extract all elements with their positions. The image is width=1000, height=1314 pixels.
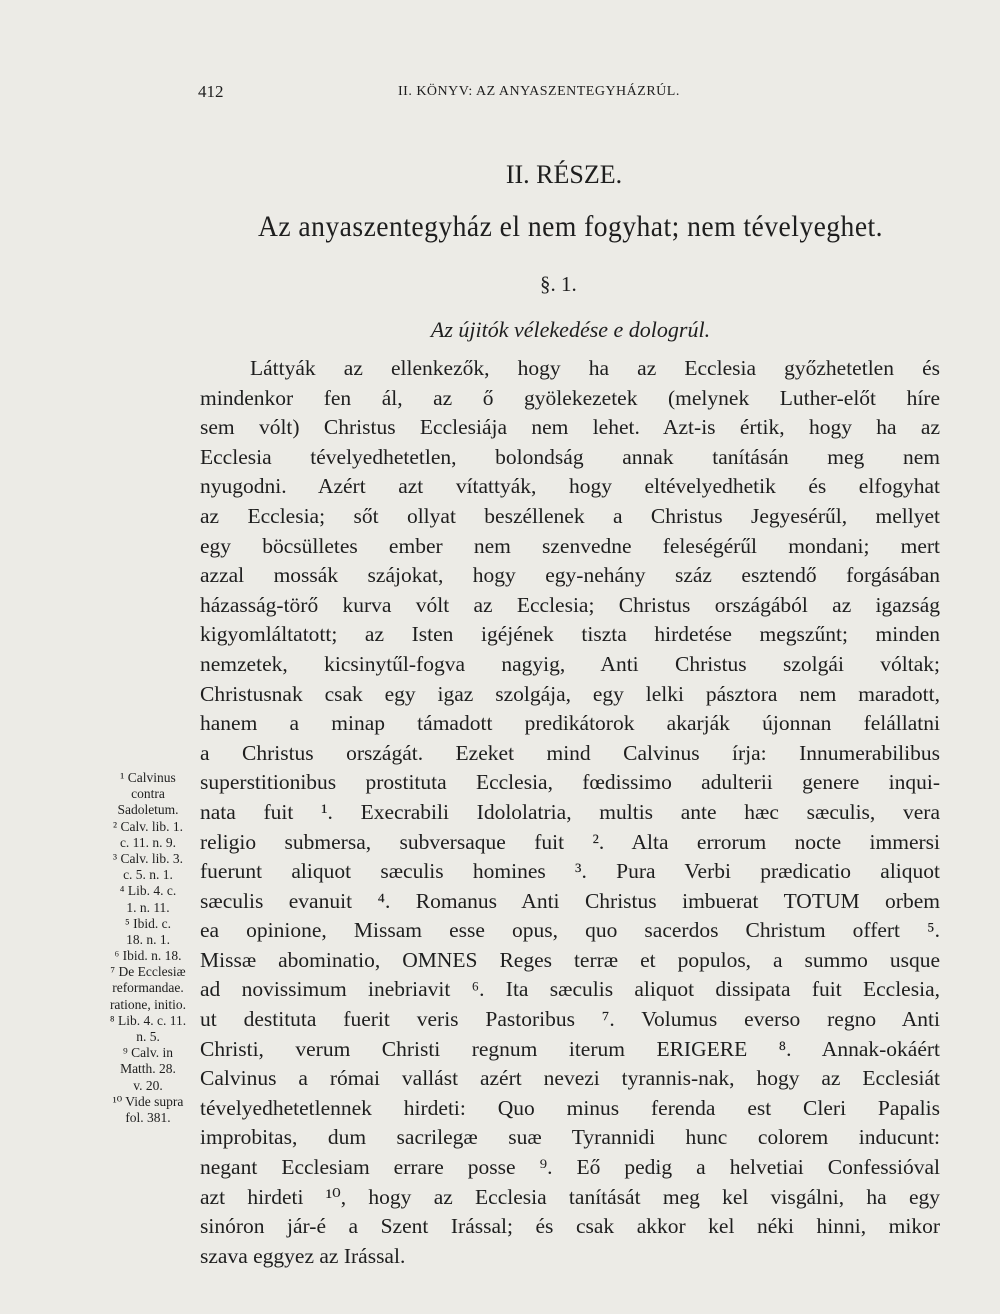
- part-title-text: II. RÉSZE.: [505, 160, 623, 189]
- body-line: Láttyák az ellenkezők, hogy ha az Ecclesia győzhetetlen és: [250, 356, 940, 380]
- body-line: egy böcsülletes ember nem szenvedne feleségérűl mondani; mert: [200, 533, 940, 558]
- body-line: Christi, verum Christi regnum iterum ERIGERE ⁸. Annak-okáért: [200, 1036, 940, 1061]
- margin-note-line: ³ Calv. lib. 3.: [113, 850, 183, 866]
- margin-note-line: ⁹ Calv. in: [123, 1045, 173, 1061]
- margin-note-line: ¹⁰ Vide supra: [112, 1093, 184, 1109]
- margin-notes: [96, 770, 200, 1126]
- body-line: tévelyedhetetlennek hirdeti: Quo minus ferenda est Cleri Papalis: [200, 1095, 940, 1120]
- margin-note-line: c. 5. n. 1.: [123, 867, 173, 883]
- body-line: azzal mossák szájokat, hogy egy-nehány száz esztendő forgásában: [200, 563, 940, 588]
- margin-note-line: c. 11. n. 9.: [119, 834, 177, 850]
- body-line: sæculis evanuit ⁴. Romanus Anti Christus imbuerat TOTUM orbem: [200, 888, 940, 913]
- body-line: kigyomláltatott; az Isten igéjének tiszta hirdetése megszűnt; minden: [200, 622, 940, 647]
- running-head: II. KÖNYV: AZ ANYASZENTEGYHÁZRÚL.: [398, 84, 680, 99]
- body-line: szava eggyez az Irással.: [200, 1243, 406, 1268]
- margin-note-line: ⁵ Ibid. c.: [125, 915, 171, 931]
- body-line: házasság-törő kurva vólt az Ecclesia; Christus országából az igazság: [200, 592, 940, 617]
- body-line: mindenkor fen ál, az ő gyölekezetek (melynek Luther-előt híre: [200, 385, 940, 410]
- margin-note-line: Sadoletum.: [117, 802, 179, 818]
- body-line: sinóron jár-é a Szent Irással; és csak akkor kel néki hinni, mikor: [200, 1214, 940, 1239]
- margin-note-line: ⁷ De Ecclesiæ: [110, 964, 186, 980]
- body-line: Ecclesia tévelyedhetetlen, bolondság annak tanításán meg nem: [200, 444, 940, 469]
- margin-note-line: Matth. 28.: [120, 1061, 176, 1077]
- margin-note-line: 18. n. 1.: [126, 931, 170, 947]
- page-header: [198, 82, 938, 106]
- body-line: ut destituta fuerit veris Pastoribus ⁷. Volumus everso regno Anti: [200, 1007, 940, 1032]
- body-line: fuerunt aliquot sæculis homines ³. Pura Verbi prædicatio aliquot: [200, 859, 940, 884]
- page-number: 412: [198, 82, 224, 101]
- body-line: Missæ abominatio, OMNES Reges terræ et populos, a summo usque: [200, 947, 940, 972]
- margin-note-line: ² Calv. lib. 1.: [113, 818, 183, 834]
- section-number: §. 1.: [540, 272, 577, 296]
- part-title: [0, 160, 1000, 190]
- margin-note-line: fol. 381.: [125, 1109, 171, 1125]
- body-line: negant Ecclesiam errare posse ⁹. Eő pedig a helvetiai Confessióval: [200, 1155, 940, 1180]
- margin-note-line: ⁸ Lib. 4. c. 11.: [109, 1012, 187, 1028]
- margin-note-line: ⁶ Ibid. n. 18.: [114, 948, 182, 964]
- body-line: religio submersa, subversaque fuit ². Alta errorum nocte immersi: [200, 829, 940, 854]
- body-line: ea opinione, Missam esse opus, quo sacerdos Christum offert ⁵.: [200, 918, 940, 943]
- margin-note-line: ⁴ Lib. 4. c.: [119, 883, 177, 899]
- margin-note-line: 1. n. 11.: [126, 899, 170, 915]
- chapter-title: Az anyaszentegyház el nem fogyhat; nem tévelyeghet.: [257, 210, 884, 243]
- body-line: sem vólt) Christus Ecclesiája nem lehet. Azt-is értik, hogy ha az: [200, 415, 940, 440]
- body-line: Calvinus a római vallást azért nevezi tyrannis-nak, hogy az Ecclesiát: [200, 1066, 940, 1091]
- body-line: azt hirdeti ¹⁰, hogy az Ecclesia tanítását meg kel visgálni, ha egy: [200, 1184, 940, 1209]
- body-text: [200, 354, 940, 1271]
- body-line: Christusnak csak egy igaz szolgája, egy lelki pásztora nem maradott,: [200, 681, 940, 706]
- margin-note-line: reformandae.: [112, 980, 184, 996]
- body-line: nemzetek, kicsinytűl-fogva nagyig, Anti Christus szolgái vóltak;: [200, 651, 940, 676]
- margin-note-line: ¹ Calvinus: [120, 770, 176, 785]
- body-line: improbitas, dum sacrilegæ suæ Tyrannidi hunc colorem inducunt:: [200, 1125, 940, 1150]
- margin-note-line: v. 20.: [133, 1077, 163, 1093]
- body-line: hanem a minap támadott predikátorok akarják újonnan felállatni: [200, 711, 940, 736]
- body-line: nata fuit ¹. Execrabili Idololatria, multis ante hæc sæculis, vera: [200, 799, 940, 824]
- margin-note-line: ratione, initio.: [109, 996, 187, 1012]
- body-line: superstitionibus prostituta Ecclesia, fœdissimo adulterii genere inqui-: [200, 770, 940, 795]
- body-line: a Christus országát. Ezeket mind Calvinus írja: Innumerabilibus: [200, 740, 940, 765]
- body-line: ad novissimum inebriavit ⁶. Ita sæculis aliquot dissipata fuit Ecclesia,: [200, 977, 940, 1002]
- margin-note-line: contra: [131, 786, 165, 802]
- body-line: az Ecclesia; sőt ollyat beszéllenek a Christus Jegyesérűl, mellyet: [200, 503, 940, 528]
- section-title: Az újitók vélekedése e dologrúl.: [430, 317, 711, 342]
- body-line: nyugodni. Azért azt vítattyák, hogy eltévelyedhetik és elfogyhat: [200, 474, 940, 499]
- margin-note-line: n. 5.: [136, 1029, 160, 1044]
